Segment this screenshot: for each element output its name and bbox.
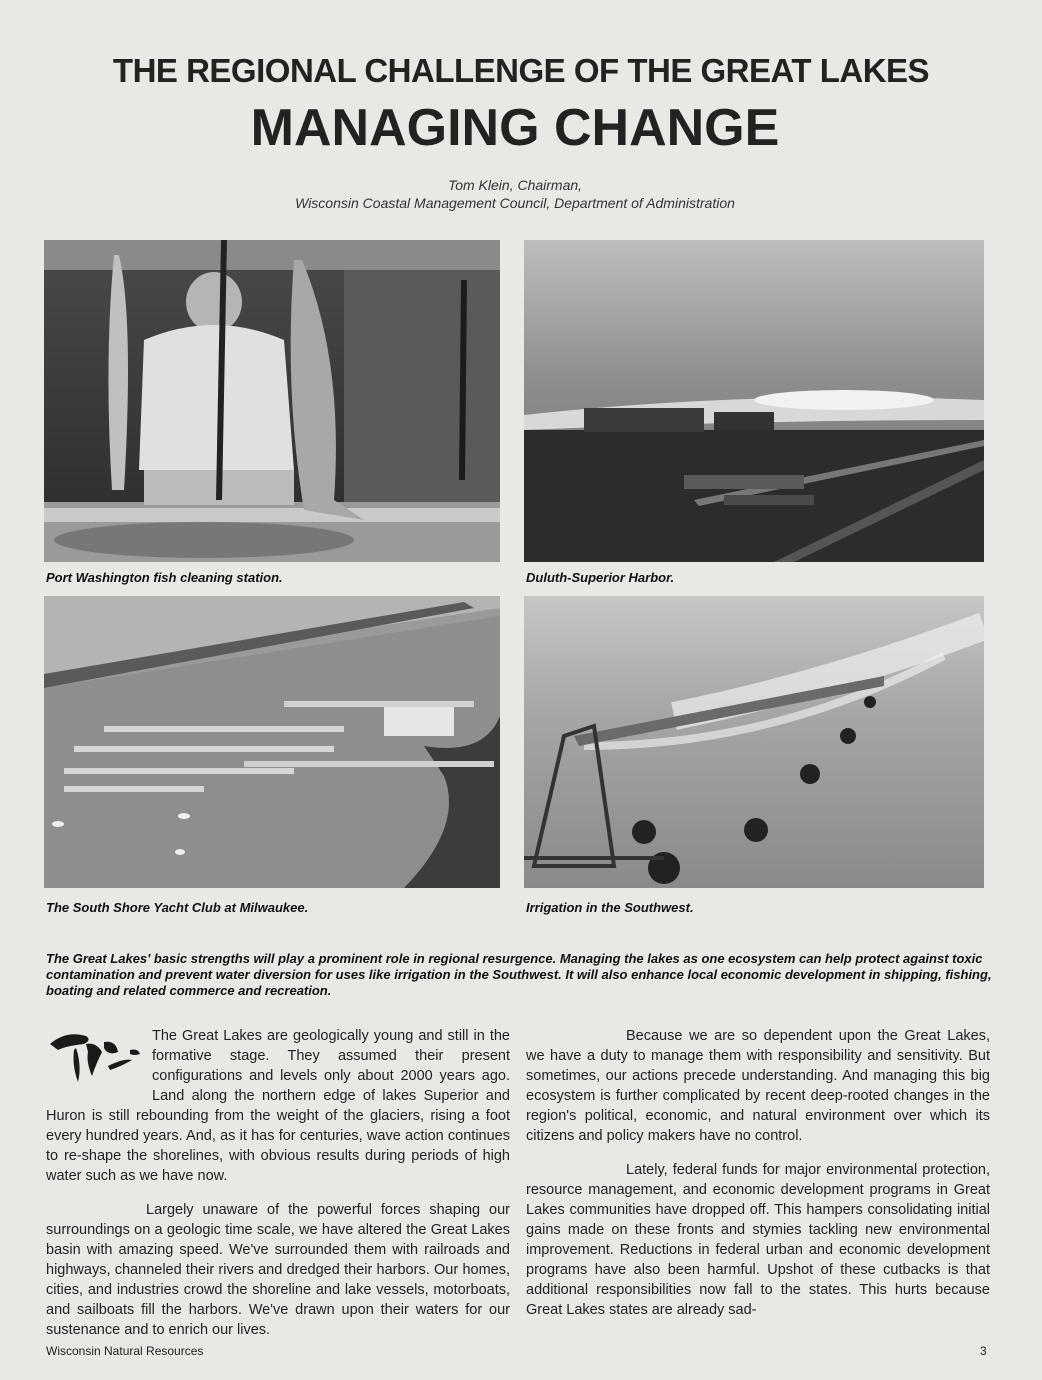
- page-number: 3: [980, 1344, 987, 1358]
- photo-caption: Irrigation in the Southwest.: [526, 900, 694, 915]
- kicker-heading: THE REGIONAL CHALLENGE OF THE GREAT LAKES: [112, 52, 930, 89]
- body-paragraph: Lately, federal funds for major environmental protection, resource management, and economic development programs in Great Lakes communities have dropped off. This hampers consolidating initial gains made on these fronts and stymies tackling new environmental improvement. Reductions in federal urban and economic development programs have also been harmful. Upshot of these cutbacks is that additional responsibilities now fall to the states. This hurts because Great Lakes states are already sad-: [526, 1162, 990, 1318]
- photo-caption: The South Shore Yacht Club at Milwaukee.: [46, 900, 309, 915]
- body-text: The Great Lakes are geologically young and still in the formative stage. They assumed their present configurations and levels only about 2000 years ago. Land along the northern edge of lakes Superior and Huron is still rebounding from the weight of the glaciers, rising a foot every hundred years. And, as it has for centuries, wave action continues to re-shape the shorelines, with obvious results during periods of high water such as we have now.: [46, 1028, 510, 1184]
- photo-duluth-superior-harbor: [524, 240, 984, 562]
- body-column-left: [46, 1026, 510, 1354]
- photo-south-shore-yacht-club: [44, 596, 500, 888]
- photo-caption: Duluth-Superior Harbor.: [526, 570, 675, 585]
- byline-affiliation: Wisconsin Coastal Management Council, Department of Administration: [295, 195, 735, 211]
- page-title: MANAGING CHANGE: [250, 99, 780, 157]
- photo-fish-cleaning-station: [44, 240, 500, 562]
- footer-publication: Wisconsin Natural Resources: [46, 1344, 204, 1358]
- byline-author: Tom Klein, Chairman,: [447, 177, 583, 193]
- body-paragraph: Largely unaware of the powerful forces shaping our surroundings on a geologic time scale, we have altered the Great Lakes basin with amazing speed. We've surrounded them with railroads and highways, channeled their rivers and dredged their harbors. Our homes, cities, and industries crowd the shoreline and lake vessels, motorboats, and sailboats fill the harbors. We've drawn upon their waters for our sustenance and to enrich our lives.: [46, 1202, 510, 1338]
- photo-irrigation-southwest: [524, 596, 984, 888]
- byline: [0, 176, 1030, 212]
- body-paragraph: [46, 1026, 510, 1186]
- body-column-right: [526, 1026, 990, 1334]
- great-lakes-map-icon: [46, 1026, 144, 1090]
- photo-caption: Port Washington fish cleaning station.: [46, 570, 283, 585]
- summary-paragraph: The Great Lakes' basic strengths will play a prominent role in regional resurgence. Managing the lakes as one ecosystem can help protect against toxic contamination and prevent water diversion for uses like irrigation in the Southwest. It will also enhance local economic development in shipping, fishing, boating and related commerce and recreation.: [46, 951, 992, 998]
- body-paragraph: Because we are so dependent upon the Great Lakes, we have a duty to manage them with responsibility and sensitivity. But sometimes, our actions precede understanding. And managing this big ecosystem is further complicated by recent deep-rooted changes in the region's political, economic, and natural environment over which its citizens and policy makers have no control.: [526, 1028, 990, 1144]
